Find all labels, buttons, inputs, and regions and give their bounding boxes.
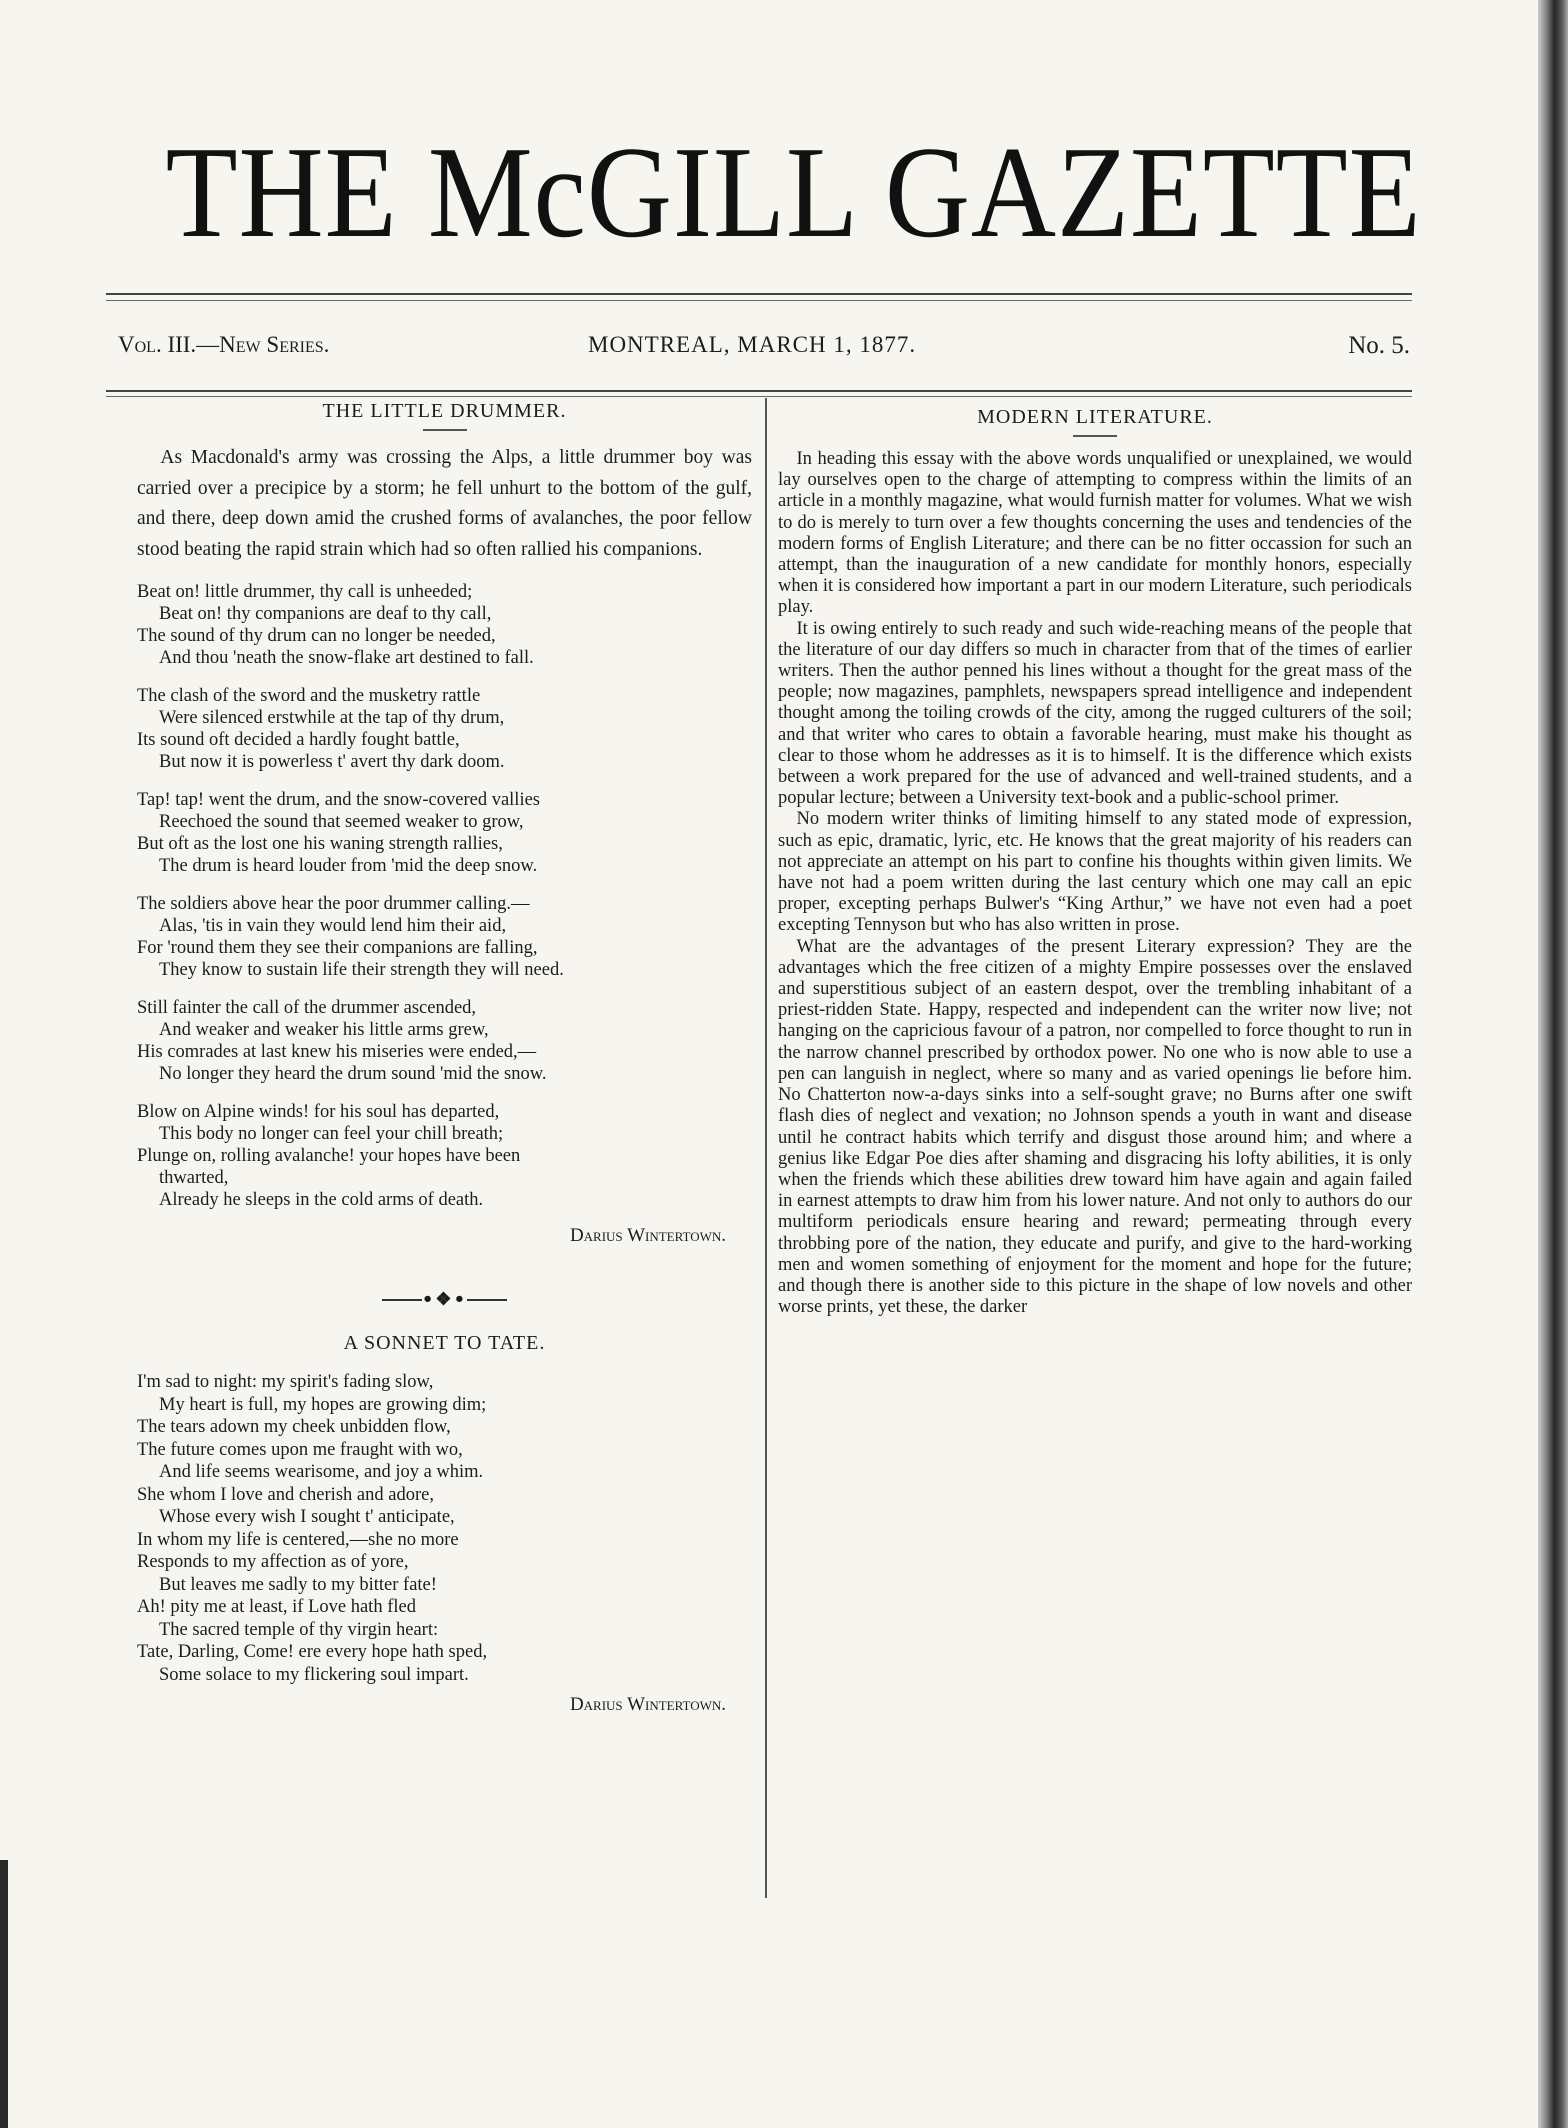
verse-line: And thou 'neath the snow-flake art destined to fall. bbox=[159, 648, 534, 668]
modern-lit-paragraph-3: No modern writer thinks of limiting himself to any stated mode of expression, such as epic, dramatic, lyric, etc. He knows that the great majority of his readers can not appreciate an attempt on his part to confine his thoughts within given limits. We have not had a poem written during the last century which one may call an epic proper, excepting perhaps Bulwer's “King Arthur,” we have not even had a poet excepting Tennyson but who has also written in prose. bbox=[778, 809, 1412, 936]
verse-line: Reechoed the sound that seemed weaker to grow, bbox=[159, 812, 524, 832]
verse-line: Its sound oft decided a hardly fought battle, bbox=[137, 730, 460, 750]
verse-line: Ah! pity me at least, if Love hath fled bbox=[137, 1597, 416, 1617]
verse-line: And life seems wearisome, and joy a whim. bbox=[159, 1462, 484, 1482]
verse-line: Were silenced erstwhile at the tap of thy drum, bbox=[159, 708, 505, 728]
verse-line: But leaves me sadly to my bitter fate! bbox=[159, 1574, 437, 1595]
drummer-stanza-3 bbox=[137, 789, 752, 877]
verse-line: Tap! tap! went the drum, and the snow-covered vallies bbox=[137, 790, 540, 810]
verse-line: Whose every wish I sought t' anticipate, bbox=[159, 1507, 455, 1527]
place-date: MONTREAL, MARCH 1, 1877. bbox=[588, 332, 917, 357]
verse-line: For 'round them they see their companions are falling, bbox=[137, 938, 538, 958]
drummer-signature: Darius Wintertown. bbox=[569, 1225, 726, 1246]
verse-line: Still fainter the call of the drummer ascended, bbox=[137, 998, 477, 1018]
heading-rule bbox=[1073, 435, 1117, 437]
header-rule-top bbox=[106, 390, 1412, 392]
verse-line: thwarted, bbox=[159, 1168, 229, 1188]
modern-lit-paragraph-2: It is owing entirely to such ready and such wide-reaching means of the people that the literature of our day differs so much in character from that of the times of earlier writers. Then the author penned his lines without a thought for the great mass of the people; now magazines, pamphlets, newspapers spread intelligence and independent thought among the toiling crowds of the city, among the rugged culturers of the soil; and that writer who cares to obtain a favorable hearing, must make his thought as clear to those whom he addresses as it is to himself. It is the difference which exists between a work prepared for the use of advanced and well-trained students, and a popular lecture; between a University text-book and a public-school primer. bbox=[778, 618, 1412, 809]
masthead-rule-top bbox=[106, 293, 1412, 295]
verse-line: Plunge on, rolling avalanche! your hopes have been bbox=[137, 1146, 521, 1166]
verse-line: Tate, Darling, Come! ere every hope hath sped, bbox=[137, 1642, 488, 1662]
verse-line: This body no longer can feel your chill breath; bbox=[159, 1124, 504, 1144]
sonnet-signature: Darius Wintertown. bbox=[569, 1694, 726, 1715]
modern-lit-heading: MODERN LITERATURE. bbox=[977, 406, 1213, 428]
issue-number: No. 5. bbox=[1348, 332, 1410, 359]
verse-line: My heart is full, my hopes are growing dim; bbox=[159, 1394, 487, 1415]
verse-line: Some solace to my flickering soul impart. bbox=[159, 1664, 469, 1685]
verse-line: The future comes upon me fraught with wo, bbox=[137, 1439, 463, 1460]
ornament-glyph: •❖• bbox=[421, 1289, 468, 1310]
sonnet-body bbox=[137, 1371, 752, 1686]
verse-line: His comrades at last knew his miseries were ended,— bbox=[137, 1042, 537, 1062]
book-page-edge bbox=[1538, 0, 1568, 2128]
verse-line: I'm sad to night: my spirit's fading slow, bbox=[137, 1372, 434, 1392]
masthead-rule-bottom bbox=[106, 300, 1412, 301]
verse-line: Blow on Alpine winds! for his soul has departed, bbox=[137, 1102, 500, 1122]
drummer-stanza-4 bbox=[137, 893, 752, 981]
drummer-stanza-5 bbox=[137, 997, 752, 1085]
volume-label: Vol. III.—New Series. bbox=[118, 332, 330, 357]
column-divider bbox=[765, 398, 767, 1898]
drummer-stanza-2 bbox=[137, 685, 752, 773]
modern-lit-paragraph-1: In heading this essay with the above words unqualified or unexplained, we would lay ourselves open to the charge of attempting to compress within the limits of an article in a monthly magazine, what would furnish matter for volumes. What we wish to do is merely to turn over a few thoughts concerning the uses and tendencies of the modern forms of English Literature; and there can be no fitter occassion for such an attempt, than the inauguration of a new candidate for monthly honors, especially when it is considered how important a part in our modern Literature, such periodicals play. bbox=[778, 449, 1412, 618]
drummer-stanza-1 bbox=[137, 581, 752, 669]
modern-lit-paragraph-4: What are the advantages of the present Literary expression? They are the advantages which the free citizen of a mighty Empire possesses over the enslaved and superstitious subject of an eastern despot, over the trembling inhabitant of a priest-ridden State. Happy, respected and independent can the writer now live; not hanging on the capricious favour of a patron, nor compelled to force thought to run in the narrow channel prescribed by orthodox power. No one who is now able to use a pen can languish in neglect, where so many and as varied openings lie before him. No Chatterton now-a-days sinks into a self-sought grave; no Burns after one swift flash dies of neglect and vexation; no Johnson spends a youth in want and disease until he contract habits which terrify and disgust those around him; and where a genius like Edgar Poe dies after shaming and disgracing his lofty abilities, it is only when the friends which these abilities drew toward him have again and again failed in earnest attempts to draw him from his lower nature. And not only to authors do our multiform periodicals ensure hearing and reward; permeating through every throbbing pore of the nation, they educate and purify, and give to the hard-working men and women something of enjoyment for the moment and hope for the future; and though there is another side to this picture in the shape of low novels and other worse prints, yet these, the darker bbox=[778, 936, 1412, 1318]
verse-line: The tears adown my cheek unbidden flow, bbox=[137, 1417, 451, 1437]
verse-line: Beat on! thy companions are deaf to thy call, bbox=[159, 604, 492, 624]
drummer-heading: THE LITTLE DRUMMER. bbox=[322, 400, 567, 422]
verse-line: In whom my life is centered,—she no more bbox=[137, 1529, 459, 1550]
verse-line: But oft as the lost one his waning strength rallies, bbox=[137, 834, 503, 854]
sonnet-heading: A SONNET TO TATE. bbox=[343, 1332, 546, 1354]
verse-line: The sound of thy drum can no longer be needed, bbox=[137, 626, 496, 646]
verse-line: Alas, 'tis in vain they would lend him their aid, bbox=[159, 916, 507, 936]
verse-line: And weaker and weaker his little arms grew, bbox=[159, 1020, 489, 1040]
verse-line: She whom I love and cherish and adore, bbox=[137, 1484, 434, 1505]
header-rule-bottom bbox=[106, 396, 1412, 397]
verse-line: No longer they heard the drum sound 'mid the snow. bbox=[159, 1064, 547, 1084]
verse-line: Responds to my affection as of yore, bbox=[137, 1552, 409, 1572]
right-column bbox=[778, 406, 1412, 1318]
heading-rule bbox=[423, 429, 467, 431]
masthead-title: THE McGILL GAZETTE bbox=[165, 120, 1422, 265]
verse-line: They know to sustain life their strength they will need. bbox=[159, 960, 564, 980]
verse-line: The sacred temple of thy virgin heart: bbox=[159, 1619, 439, 1640]
verse-line: The drum is heard louder from 'mid the deep snow. bbox=[159, 856, 538, 876]
issue-line bbox=[118, 332, 1410, 372]
verse-line: But now it is powerless t' avert thy dark doom. bbox=[159, 752, 505, 772]
drummer-intro: As Macdonald's army was crossing the Alps, a little drummer boy was carried over a precipice by a storm; he fell unhurt to the bottom of the gulf, and there, deep down amid the crushed forms of avalanches, the poor fellow stood beating the rapid strain which had so often rallied his companions. bbox=[137, 447, 752, 560]
left-column bbox=[137, 400, 752, 1716]
verse-line: Beat on! little drummer, thy call is unheeded; bbox=[137, 582, 473, 602]
drummer-stanza-6 bbox=[137, 1101, 752, 1211]
verse-line: The clash of the sword and the musketry rattle bbox=[137, 686, 481, 706]
verse-line: The soldiers above hear the poor drummer calling.— bbox=[137, 894, 530, 914]
ornament-rule bbox=[467, 1299, 507, 1301]
section-ornament bbox=[137, 1289, 752, 1310]
ornament-rule bbox=[382, 1299, 422, 1301]
verse-line: Already he sleeps in the cold arms of death. bbox=[159, 1190, 484, 1210]
scan-shadow bbox=[0, 1860, 8, 2128]
